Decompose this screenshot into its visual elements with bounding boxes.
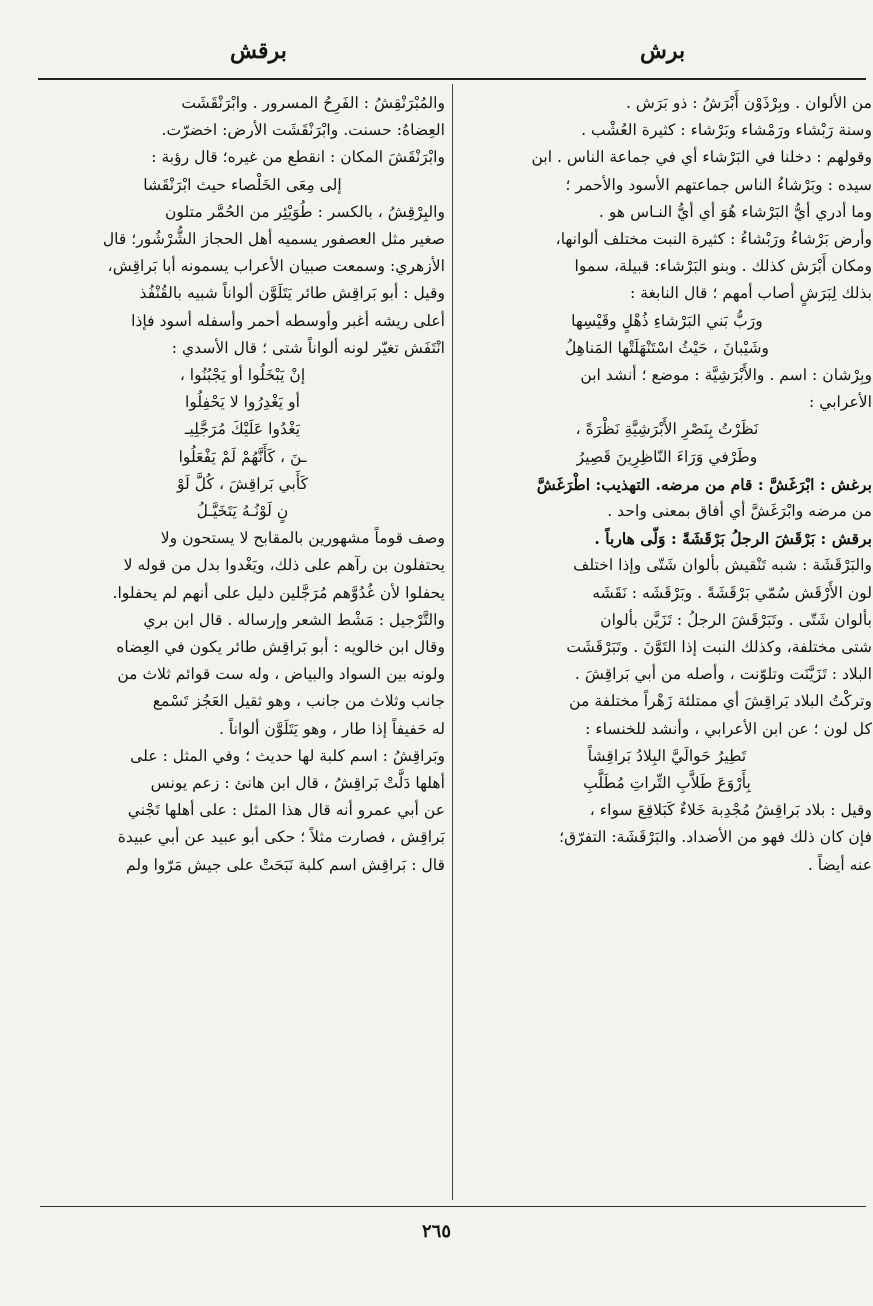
text-line: أهلها دَلَّتْ بَراقِشُ ، قال ابن هانئ : زعم يونس bbox=[150, 774, 445, 793]
text-line: فإن كان ذلك فهو من الأضداد. والبَرْقَشَة: التفرّق؛ bbox=[559, 828, 872, 847]
text-line: وسنة رَبْشاء ورَمْشاء وبَرْشاء : كثيرة العُشْب . bbox=[581, 121, 872, 140]
text-line: يحتفلون بن رآهم على ذلك، ويَغْدوا بدل من قوله لا bbox=[123, 556, 445, 575]
text-line: انْتَفَش تغيّر لونه ألواناً شتى ؛ قال الأسدي : bbox=[171, 338, 445, 357]
verse-line: وطَرْفي وَرَاءَ النّاظِرِينَ قَصِيرُ bbox=[576, 447, 758, 466]
text-line: وبِرْشان : اسم . والأَبْرَشِيَّة : موضع ؛ أنشد ابن bbox=[580, 366, 872, 385]
text-column-left bbox=[40, 90, 445, 1200]
verse-line: وشَيْبانَ ، حَيْثُ اسْتَنْهَلَتْها المَناهِلُ bbox=[564, 338, 770, 357]
text-line: لون الأَرْقَش سُمّي بَرْقَشَةً . وبَرْقَشَه : نَقَشَه bbox=[592, 583, 872, 602]
text-line: ولونه بين السواد والبياض ، وله ست قوائم ثلاث من bbox=[117, 665, 445, 684]
footer-rule bbox=[40, 1206, 866, 1207]
text-line: وصف قوماً مشهورين بالمقابح لا يستحون ولا bbox=[160, 529, 445, 548]
verse-line: يَغْدُوا عَلَيْكَ مُرَجَّلِيـ bbox=[184, 420, 301, 439]
text-line: والبَرْقَشَة : شبه تَنْقيش بألوان شَتّى وإذا اختلف bbox=[573, 556, 872, 575]
text-line: والبِرْقِشُ ، بالكسر : طُوَيْئِر من الحُمَّر متلون bbox=[164, 202, 445, 221]
text-line: والتَّرْجيل : مَشْط الشعر وإرساله . قال ابن بري bbox=[143, 610, 445, 629]
text-line: وقيل : بلاد بَراقِشُ مُجْدِبة خَلاءٌ كَبَلاقِعَ سواء ، bbox=[589, 801, 872, 820]
verse-line: نٍ لَوْنُـهُ يَتَخَيَّـلُ bbox=[196, 502, 289, 521]
text-line: كل لون ؛ عن ابن الأعرابي ، وأنشد للخنساء : bbox=[585, 719, 872, 738]
text-line: وما أدري أيُّ البَرْشاء هُوَ أي أيُّ النـاس هو . bbox=[598, 202, 872, 221]
entry-head-line: برقش : بَرْقَشَ الرجلُ بَرْقَشَةً : وَلّى هارباً . bbox=[594, 529, 872, 549]
text-line: والمُبْرَنْقِشُ : الفَرِحُ المسرور . وابْرَنْقَشَت bbox=[181, 94, 445, 112]
header-rule bbox=[38, 78, 866, 80]
text-line: قال : بَراقِش اسم كلبة نَبَحَتْ على جيش مَرّوا ولم bbox=[125, 855, 445, 874]
text-line: بألوان شَتّى . وتَبَرْقَشَ الرجلُ : تَزَيَّن بألوان bbox=[600, 610, 872, 629]
entry-head-line: برغش : ابْرَغَشَّ : قام من مرضه. التهذيب: اطْرَغَشَّ bbox=[536, 474, 872, 494]
text-line: أعلى ريشه أغبر وأوسطه أحمر وأسفله أسود فإذا bbox=[131, 311, 445, 330]
verse-line: ـنَ ، كَأَنَّهُمْ لَمْ يَفْعَلُوا bbox=[178, 447, 307, 466]
text-line: من الألوان . وبِرْذَوْن أَبْرَشُ : ذو بَرَش . bbox=[625, 94, 872, 112]
text-line: وقال ابن خالويه : أبو بَراقِش طائر يكون في العِضاه bbox=[116, 638, 445, 657]
text-line: عنه أيضاً . bbox=[807, 855, 872, 874]
verse-line: أو يَغْدِرُوا لا يَحْفِلُوا bbox=[185, 393, 300, 412]
text-line: العِضاهُ: حسنت. وابْرَنْقَشَت الأرض: اخضرّت. bbox=[161, 121, 445, 140]
text-line: بَراقِش ، فصارت مثلاً ؛ حكى أبو عبيد عن أبي عبيدة bbox=[117, 828, 445, 847]
text-line: ومكان أَبْرَش كذلك . وبنو البَرْشاء: قبيلة، سموا bbox=[574, 257, 872, 276]
verse-line: إلى مِعَى الخَلْصاء حيث ابْرَنْقَشا bbox=[143, 175, 342, 194]
text-line: جانب وثلاث من جانب ، وهو ثقيل العَجُز تَسْمع bbox=[152, 692, 445, 711]
text-line: وابْرَنْقَشَ المكان : انقطع من غيره؛ قال رؤبة : bbox=[151, 148, 445, 167]
text-line: عن أبي عمرو أنه قال هذا المثل : على أهلها تَجْني bbox=[127, 801, 445, 820]
text-line: له حَفيفاً إذا طار ، وهو يَتَلَوَّن ألواناً . bbox=[218, 719, 445, 738]
verse-line: إنْ يَبْخَلُوا أو يَجْبُنُوا ، bbox=[179, 366, 306, 385]
verse-line: بِأَرْوَعَ طَلاَّبِ التِّراتِ مُطَلَّبِ bbox=[583, 774, 751, 793]
text-column-right bbox=[462, 90, 872, 1200]
text-line: الأعرابي : bbox=[808, 393, 872, 412]
text-line: الأزهري: وسمعت صبيان الأعراب يسمونه أبا بَراقِش، bbox=[107, 257, 445, 276]
verse-line: كَأَبي بَراقِشَ ، كُلَّ لَوْ bbox=[176, 474, 309, 493]
text-line: وقيل : أبو بَراقِش طائر يَتَلَوَّن ألواناً شبيه بالقُنْفُذ bbox=[139, 284, 445, 303]
text-line: صغير مثل العصفور يسميه أهل الحجاز الشُّرْشُور؛ قال bbox=[102, 230, 445, 249]
text-line: وأرض بَرْشاءُ ورَبْشاءُ : كثيرة النبت مختلف ألوانها، bbox=[555, 230, 872, 249]
verse-line: ورَبُّ بَني البَرْشاءِ ذُهْلٍ وقَيْسِها bbox=[571, 311, 763, 330]
text-line: من مرضه وابْرَغَشَّ أي أفاق بمعنى واحد . bbox=[607, 502, 872, 521]
running-header-left: برقش bbox=[230, 38, 287, 64]
text-line: البلاد : تَزَيَّنَت وتلوّنت ، وأصله من أبي بَراقِشَ . bbox=[574, 665, 872, 684]
text-line: وبَراقِشُ : اسم كلبة لها حديث ؛ وفي المثل : على bbox=[130, 746, 445, 765]
running-header-right: برش bbox=[640, 38, 686, 64]
verse-line: نَظَرْتُ بِنَصْرِ الأَبْرَشِيَّةِ نَظْرَةً ، bbox=[575, 420, 759, 439]
verse-line: تَطِيرُ حَوالَيَّ البِلادُ بَراقِشاً bbox=[587, 746, 747, 765]
text-line: وتركْتُ البلاد بَراقِشَ أي ممتلئة زَهْراً مختلفة من bbox=[569, 692, 872, 711]
page-number: ٢٦٥ bbox=[421, 1221, 451, 1242]
text-line: يحفلوا لأن غُدُوَّهم مُرَجَّلين دليل على أنهم لم يحفلوا. bbox=[112, 583, 445, 602]
text-line: سيده : وبَرْشاءُ الناس جماعتهم الأسود والأحمر ؛ bbox=[565, 175, 872, 194]
text-line: وقولهم : دخلنا في البَرْشاء أي في جماعة الناس . ابن bbox=[531, 148, 872, 167]
text-line: بذلك لِبَرَشٍ أصاب أمهم ؛ قال النابغة : bbox=[630, 284, 872, 303]
text-line: شتى مختلفة، وكذلك النبت إذا التَوَّنَ . وتَبَرْقَشَت bbox=[566, 638, 872, 657]
column-divider bbox=[452, 84, 453, 1200]
